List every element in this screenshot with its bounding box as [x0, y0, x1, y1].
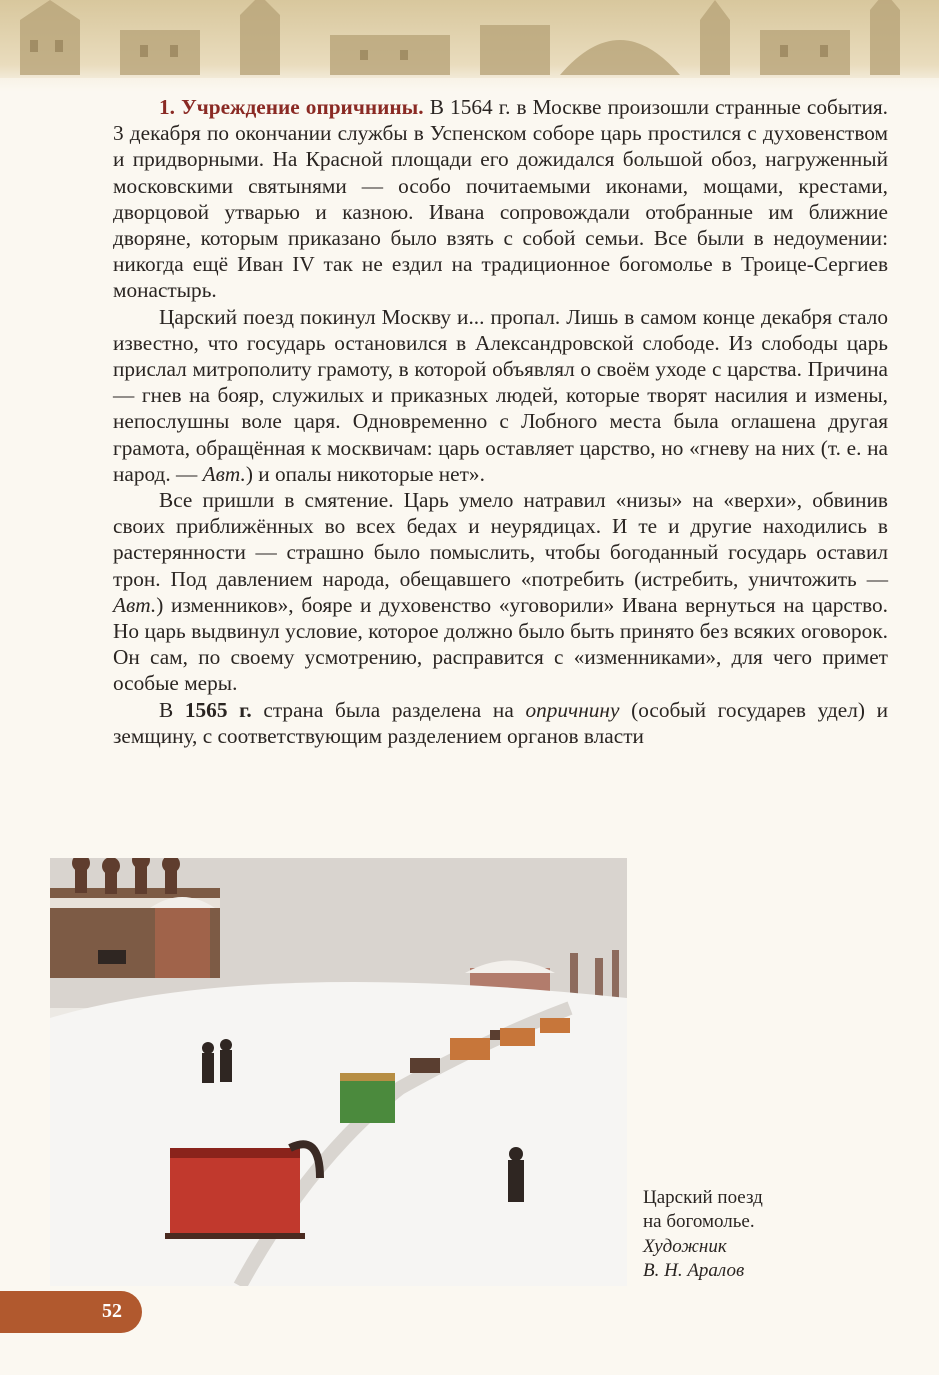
- figure-caption: Царский поезд на богомолье. Художник В. Н. Аралов: [643, 1187, 763, 1281]
- paragraph-1: 1. Учреждение опричнины. В 1564 г. в Москве произошли странные события. 3 декабря по окончании службы в Успенском соборе царь простился с духовенством и придворными. На Красной площади его дожидался большой обоз, нагруженный московскими святынями — особо почитаемыми иконами, мощами, крестами, дворцовой утварью и казною. Ивана сопровождали отобранные им ближние дворяне, которым приказано было взять с собой семьи. Все были в недоумении: никогда ещё Иван IV так не ездил на традиционное богомолье в Троице-Сергиев монастырь.: [113, 95, 888, 303]
- page-number-tab: [0, 1291, 142, 1333]
- paragraph-4: В 1565 г. страна была разделена на опричнину (особый государев удел) и земщину, с соответствующим разделением органов власти: [113, 697, 889, 748]
- main-text: [113, 94, 888, 749]
- page-number: 52: [102, 1300, 122, 1322]
- section-heading: 1. Учреждение опричнины.: [159, 95, 424, 119]
- paragraph-3: Все пришли в смятение. Царь умело натравил «низы» на «верхи», обвинив своих приближённых во всех бедах и неурядицах. И те и другие находились в растерянности — страшно было помыслить, чтобы богоданный государь оставил трон. Под давлением народа, обещавшего «потребить (истребить, уничтожить — Авт.) изменников», бояре и духовенство «уговорили» Ивана вернуться на царство. Но царь выдвинул условие, которое должно было быть принято без всяких оговорок. Он сам, по своему усмотрению, расправится с «изменниками», для чего примет особые меры.: [113, 488, 888, 696]
- painting-tsar-train: [50, 858, 627, 1286]
- header-banner-illustration: [0, 0, 939, 92]
- paragraph-2: Царский поезд покинул Москву и... пропал. Лишь в самом конце декабря стало известно, что государь остановился в Александровской слободе. Из слободы царь прислал митрополиту грамоту, в которой объявлял о своём уходе с царства. Причина — гнев на бояр, служилых и приказных людей, которые творят насилия и измены, непослушны воле царя. Одновременно с Лобного места была оглашена другая грамота, обращённая к москвичам: царь оставляет царство, но «гневу на них (т. е. на народ. — Авт.) и опалы никоторые нет».: [113, 304, 888, 486]
